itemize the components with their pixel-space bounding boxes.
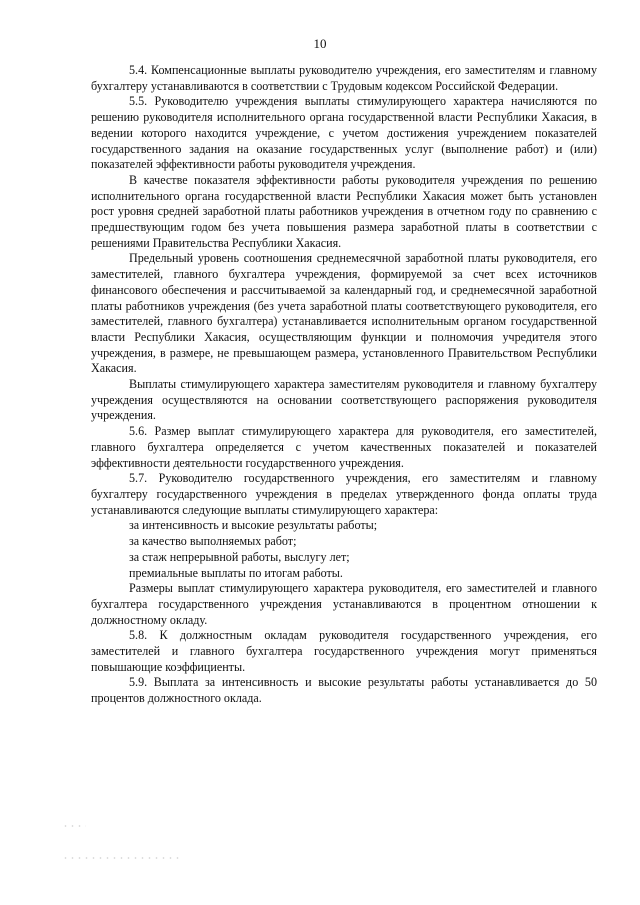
paragraph-5-4: 5.4. Компенсационные выплаты руководителю учреждения, его заместителям и главному бухгалтеру устанавливаются в соответствии с Трудовым кодексом Российской Федерации.: [91, 63, 597, 93]
paragraph-5-8: 5.8. К должностным окладам руководителя государственного учреждения, его заместителей и главного бухгалтера государственного учреждения могут применяться повышающие коэффициенты.: [91, 628, 597, 674]
page-number: 10: [313, 36, 327, 51]
list-item-seniority: за стаж непрерывной работы, выслугу лет;: [129, 549, 350, 564]
paragraph-deputy-bonuses: Выплаты стимулирующего характера заместителям руководителя и главному бухгалтеру учреждения осуществляются на основании соответствующего распоряжения руководителя учреждения.: [91, 377, 597, 423]
paragraph-5-9: 5.9. Выплата за интенсивность и высокие результаты работы устанавливается до 50 процентов должностного оклада.: [91, 675, 597, 706]
document-body: [91, 63, 597, 707]
list-item-bonuses: премиальные выплаты по итогам работы.: [129, 565, 343, 580]
paragraph-salary-ratio: Предельный уровень соотношения среднемесячной заработной платы руководителя, его заместителей, главного бухгалтера учреждения, формируемой за счет всех источников финансового обеспечения и рассчитываемой за календарный год, и среднемесячной заработной платы работников учреждения (без учета заработной платы соответствующего руководителя, его заместителей, главного бухгалтера) устанавливается исполнительным органом государственной власти Республики Хакасия, осуществляющим функции и полномочия учредителя этого учреждения, в размере, не превышающем размера, установленного Правительством Республики Хакасия.: [91, 251, 597, 376]
scan-artifact: [62, 825, 86, 827]
list-item-quality: за качество выполняемых работ;: [129, 534, 297, 549]
paragraph-5-5: 5.5. Руководителю учреждения выплаты стимулирующего характера начисляются по решению руководителя исполнительного органа государственной власти Республики Хакасия, в ведении которого находится учреждение, с учетом достижения учреждением показателей государственного задания на оказание государственных услуг (выполнение работ) и (или) показателей эффективности работы руководителя учреждения.: [91, 94, 597, 172]
paragraph-5-7: 5.7. Руководителю государственного учреждения, его заместителям и главному бухгалтеру государственного учреждения в пределах утвержденного фонда оплаты труда устанавливаются следующие выплаты стимулирующего характера:: [91, 471, 597, 517]
list-item-intensity: за интенсивность и высокие результаты работы;: [129, 518, 378, 533]
paragraph-bonus-sizes: Размеры выплат стимулирующего характера руководителя, его заместителей и главного бухгалтера государственного учреждения устанавливаются в процентном отношении к должностному окладу.: [91, 581, 597, 627]
paragraph-5-6: 5.6. Размер выплат стимулирующего характера для руководителя, его заместителей, главного бухгалтера определяется с учетом качественных показателей и показателей эффективности деятельности государственного учреждения.: [91, 424, 597, 470]
scan-artifact: [62, 857, 182, 859]
paragraph-efficiency-indicator: В качестве показателя эффективности работы руководителя учреждения по решению исполнительного органа государственной власти Республики Хакасия может быть установлен рост уровня средней заработной платы работников учреждения в отчетном году по сравнению с предшествующим годом без учета повышения размера заработной платы в соответствии с решениями Правительства Республики Хакасия.: [91, 172, 597, 250]
